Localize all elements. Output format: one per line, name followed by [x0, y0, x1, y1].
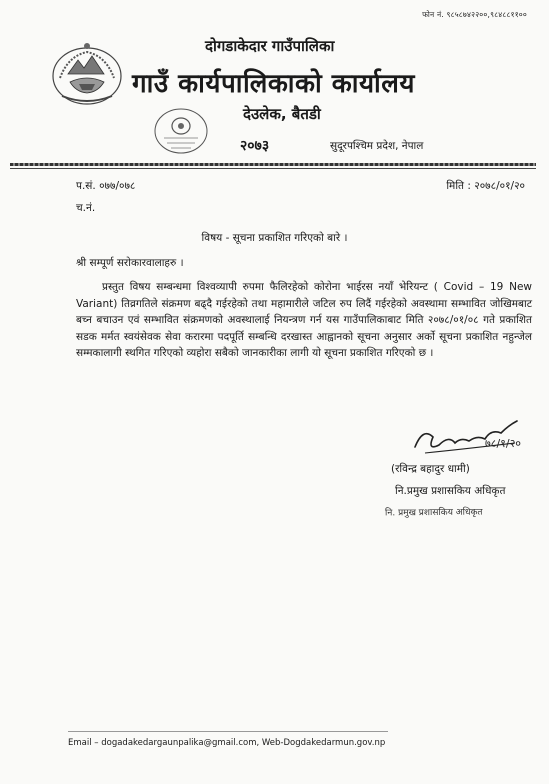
office-seal: [150, 104, 212, 158]
header-divider-thin: [10, 168, 536, 169]
letter-subject: विषय - सूचना प्रकाशित गरिएको बारे ।: [201, 232, 348, 244]
phone-number: फोन नं. ९८५८७४२२००,९८४८८११००: [422, 10, 527, 19]
signatory-name: (रविन्द्र बहादुर धामी): [391, 463, 470, 475]
signatory-stamp: नि. प्रमुख प्रशासकिय अधिकृत: [384, 507, 483, 519]
province: सुदूरपश्चिम प्रदेश, नेपाल: [330, 140, 424, 152]
signatory-title: नि.प्रमुख प्रशासकिय अधिकृत: [395, 485, 506, 497]
letter-body: [76, 279, 532, 362]
signature-date: ७८/१/२०: [485, 437, 522, 450]
reference-number: प.सं. ०७७/०७८: [76, 180, 136, 192]
letter-date: मिति : २०७८/०१/२०: [446, 180, 525, 192]
nepal-emblem-logo: [48, 38, 126, 108]
letter-body-text: प्रस्तुत विषय सम्बन्धमा विश्वव्यापी रुपमा फैलिरहेको कोरोना भाईरस नयाँ भेरियन्ट ( Covid – 19 New Variant) तिव्रगतिले संक्रमण बढ्दै गईरहेको तथा महामारीले जटिल रुप लिदैं गईरहेको अवस्थामा सम्भावित जोखिमबाट बच्न बचाउन एवं सम्भावित संक्रमणको अवस्थालाई नियन्त्रण गर्न यस गाउँपालिकाबाट मिति २०७८/०१/०८ गते प्रकाशित सडक मर्मत स्वयंसेवक सेवा करारमा पदपूर्ति सम्बन्धि दरखास्त आह्वानको सूचना अनुसार अर्को सूचना प्रकाशित नहुन्जेल सम्मकालागी स्थगित गरिएको व्यहोरा सबैको जानकारीका लागी यो सूचना प्रकाशित गरिएको छ ।: [76, 281, 532, 360]
office-address: देउलेक, बैतडी: [243, 105, 321, 123]
office-name: दोगडाकेदार गाउँपालिका: [205, 37, 335, 55]
footer-divider: [68, 731, 388, 732]
footer-contact: Email – dogadakedargaunpalika@gmail.com, Web-Dogdakedarmun.gov.np: [68, 738, 386, 748]
dispatch-number: च.नं.: [76, 202, 96, 214]
header-divider: [10, 163, 536, 166]
salutation: श्री सम्पूर्ण सरोकारवालाहरु ।: [76, 257, 184, 269]
establishment-year: २०७३: [240, 138, 270, 154]
main-title: गाउँ कार्यपालिकाको कार्यालय: [132, 69, 415, 99]
